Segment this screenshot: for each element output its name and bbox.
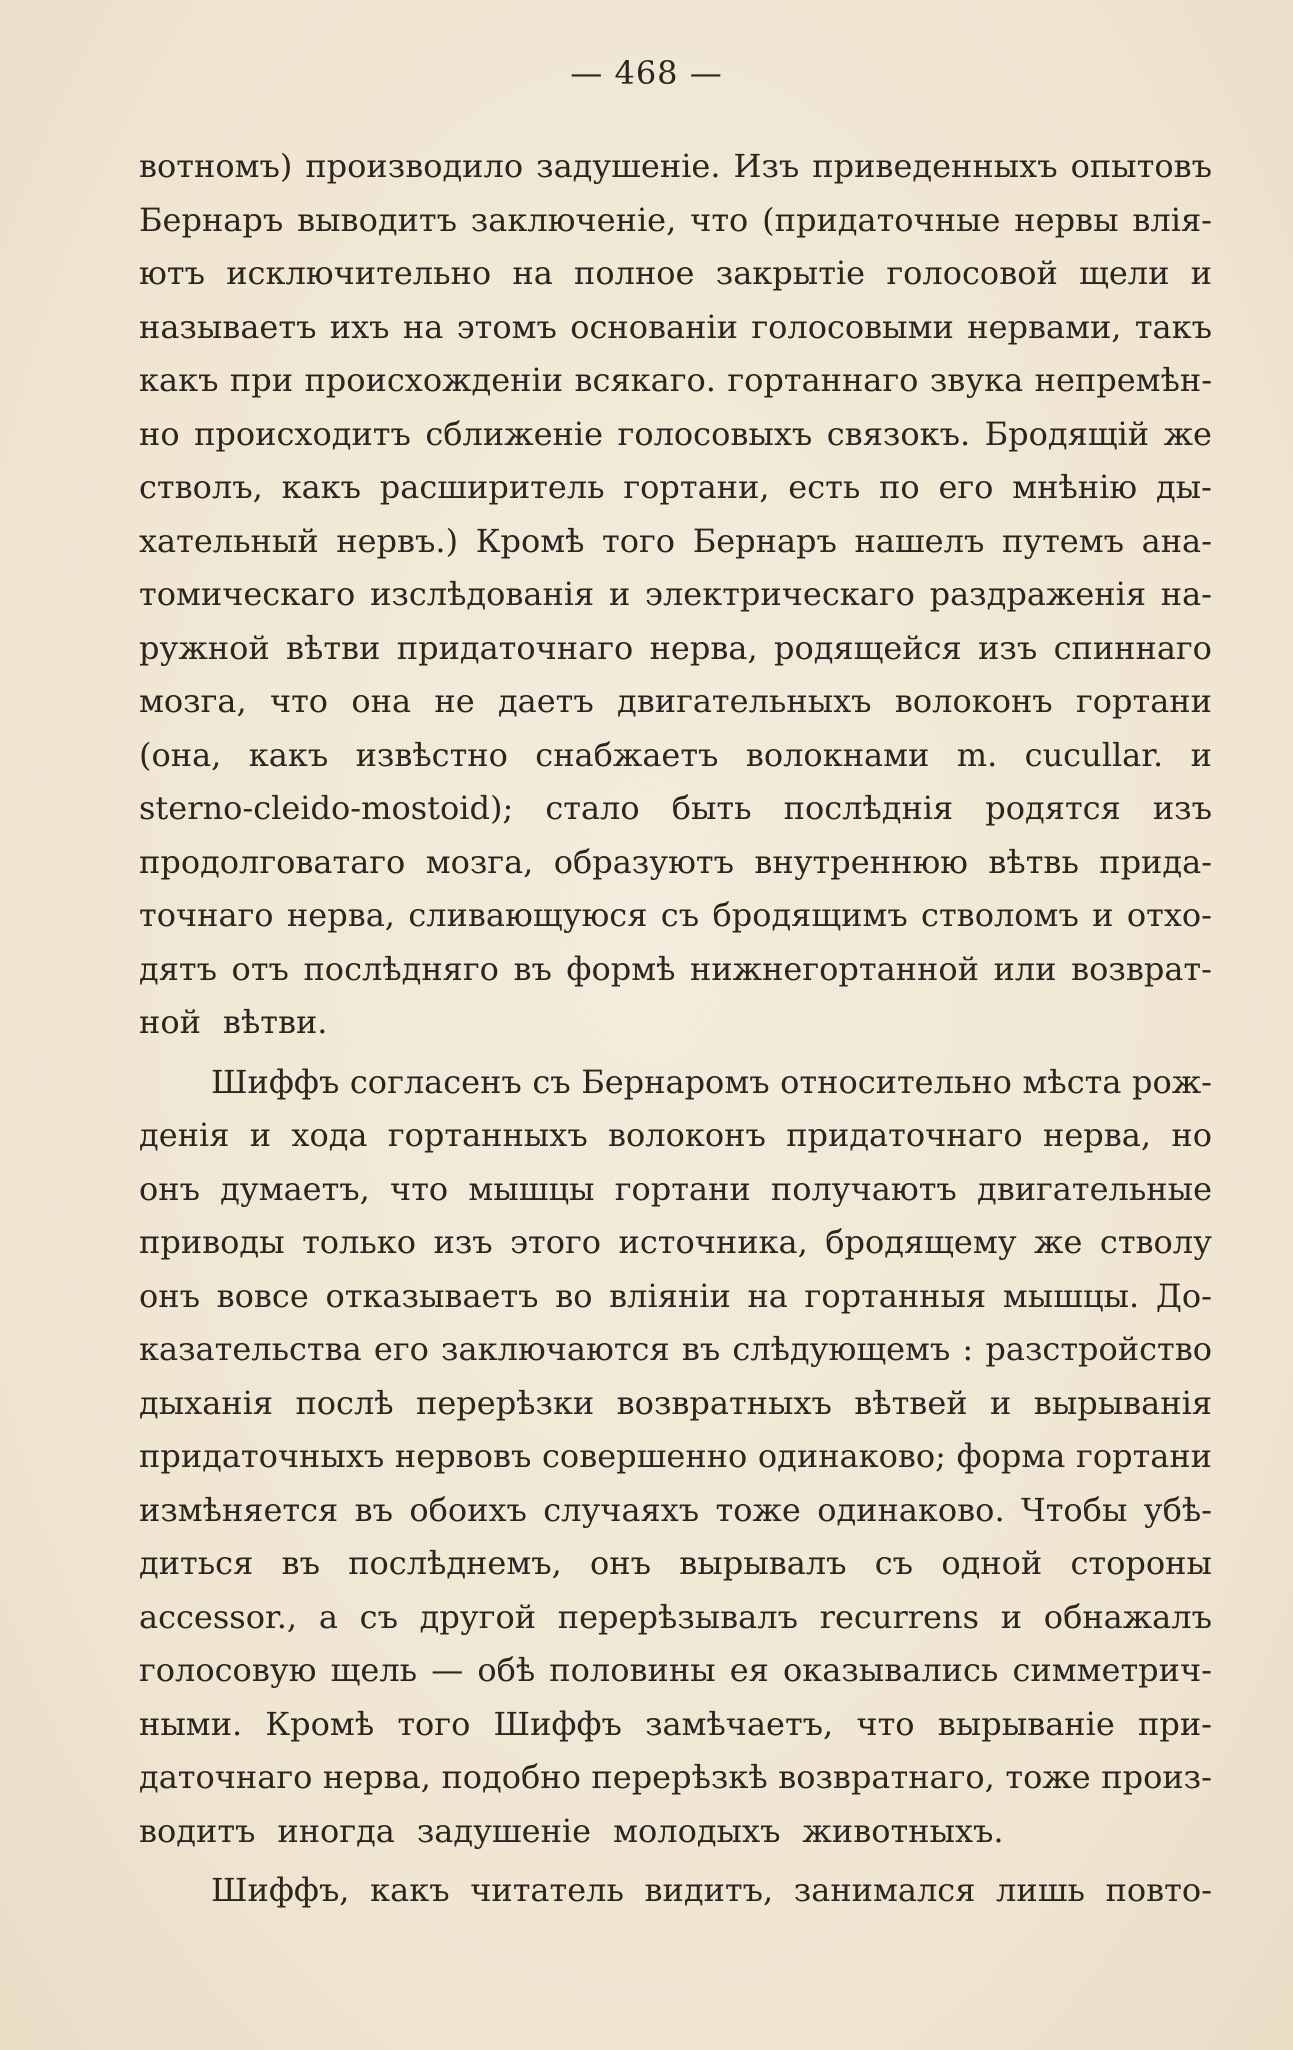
page-number: — 468 — xyxy=(570,54,723,92)
text-line: диться въ послѣднемъ, онъ вырывалъ съ одной стороны xyxy=(139,1544,1212,1582)
text-line: но происходитъ сближеніе голосовыхъ связокъ. Бродящій же xyxy=(139,414,1212,453)
text-line: онъ думаетъ, что мышцы гортани получаютъ двигательные xyxy=(139,1169,1212,1208)
text-line: ютъ исключительно на полное закрытіе голосовой щели и xyxy=(139,254,1212,292)
text-line: называетъ ихъ на этомъ основаніи голосовыми нервами, такъ xyxy=(139,307,1212,346)
text-line: дыханія послѣ перерѣзки возвратныхъ вѣтвей и вырыванія xyxy=(139,1383,1212,1422)
text-line: водитъ иногда задушеніе молодыхъ животныхъ. xyxy=(139,1811,1004,1850)
text-line: ными. Кромѣ того Шиффъ замѣчаетъ, что вырываніе при- xyxy=(139,1704,1212,1743)
text-line: ружной вѣтви придаточнаго нерва, родящейся изъ спиннаго xyxy=(139,628,1212,667)
text-line: измѣняется въ обоихъ случаяхъ тоже одинаково. Чтобы убѣ- xyxy=(139,1490,1212,1529)
body-text xyxy=(139,140,1212,1918)
paragraph xyxy=(139,140,1212,1050)
paragraph xyxy=(139,1056,1212,1859)
text-line: Бернаръ выводитъ заключеніе, что (придаточные нервы влія- xyxy=(139,200,1212,239)
text-line: приводы только изъ этого источника, бродящему же стволу xyxy=(139,1223,1212,1261)
text-line: продолговатаго мозга, образуютъ внутреннюю вѣтвь прида- xyxy=(139,842,1212,881)
text-line: денія и хода гортанныхъ волоконъ придаточнаго нерва, но xyxy=(139,1116,1212,1154)
text-line: казательства его заключаются въ слѣдующемъ : разстройство xyxy=(139,1330,1212,1368)
text-line: какъ при происхожденіи всякаго. гортаннаго звука непремѣн- xyxy=(139,361,1212,399)
text-line: голосовую щель — обѣ половины ея оказывались симметрич- xyxy=(139,1651,1212,1689)
text-line: accessor., а съ другой перерѣзывалъ recurrens и обнажалъ xyxy=(139,1597,1212,1636)
text-line: хательный нервъ.) Кромѣ того Бернаръ нашелъ путемъ ана- xyxy=(139,521,1212,560)
text-line: дятъ отъ послѣдняго въ формѣ нижнегортанной или возврат- xyxy=(139,949,1212,988)
text-line: sterno-cleido-mostoid); стало быть послѣднія родятся изъ xyxy=(139,789,1212,827)
text-line: стволъ, какъ расширитель гортани, есть по его мнѣнію ды- xyxy=(139,468,1212,506)
text-line: точнаго нерва, сливающуюся съ бродящимъ стволомъ и отхо- xyxy=(139,896,1212,934)
text-line: онъ вовсе отказываетъ во вліяніи на гортанныя мышцы. До- xyxy=(139,1276,1212,1315)
text-line: вотномъ) производило задушеніе. Изъ приведенныхъ опытовъ xyxy=(139,147,1212,185)
text-line: Шиффъ согласенъ съ Бернаромъ относительно мѣста рож- xyxy=(211,1062,1212,1101)
paragraph xyxy=(139,1864,1212,1918)
text-line: Шиффъ, какъ читатель видитъ, занимался лишь повто- xyxy=(211,1871,1212,1909)
text-line: придаточныхъ нервовъ совершенно одинаково; форма гортани xyxy=(139,1437,1212,1475)
text-line: (она, какъ извѣстно снабжаетъ волокнами m. cucullar. и xyxy=(139,735,1212,774)
text-line: мозга, что она не даетъ двигательныхъ волоконъ гортани xyxy=(139,682,1212,720)
text-line: ной вѣтви. xyxy=(139,1003,328,1041)
text-line: даточнаго нерва, подобно перерѣзкѣ возвратнаго, тоже произ- xyxy=(139,1758,1212,1796)
text-line: томическаго изслѣдованія и электрическаго раздраженія на- xyxy=(139,575,1212,613)
